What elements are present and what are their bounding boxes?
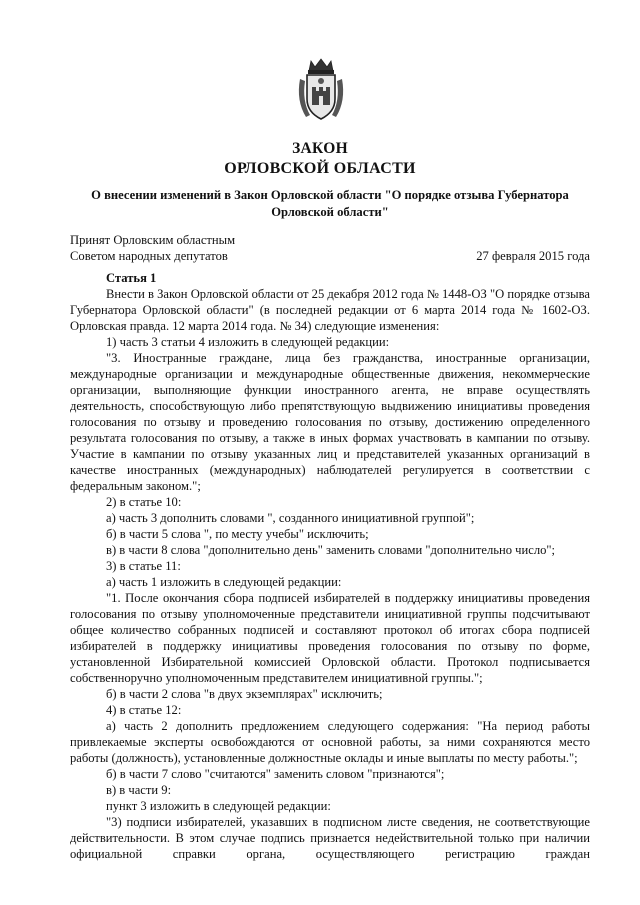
adoption-line-1: Принят Орловским областным bbox=[70, 233, 236, 247]
paragraph: а) часть 3 дополнить словами ", созданного инициативной группой"; bbox=[106, 511, 475, 525]
article-heading: Статья 1 bbox=[106, 271, 157, 285]
paragraph: "3) подписи избирателей, указавших в подписном листе сведения, не соответствующие действительности. В этом случае подпись признается недействительной только при наличии официальной справки органа, осуществляющего регистрацию граждан bbox=[70, 815, 590, 861]
document-region-title: ОРЛОВСКОЙ ОБЛАСТИ bbox=[224, 160, 416, 177]
paragraph: в) в части 9: bbox=[106, 783, 172, 797]
paragraph: 3) в статье 11: bbox=[106, 559, 181, 573]
paragraph: в) в части 8 слова "дополнительно день" заменить словами "дополнительно число"; bbox=[106, 543, 556, 557]
document-title: ЗАКОН bbox=[292, 140, 348, 157]
coat-of-arms-icon bbox=[296, 57, 346, 123]
document-subtitle: О внесении изменений в Закон Орловской области "О порядке отзыва Губернатора Орловской области" bbox=[91, 188, 569, 219]
paragraph: "1. После окончания сбора подписей избирателей в поддержку инициативы проведения голосования по отзыву уполномоченные представители инициативной группы подсчитывают общее количество собранных подписей и составляют протокол об итогах сбора подписей избирателей в поддержку инициативы проведения голосования по отзыву по форме, установленной Избирательной комиссией Орловской области. Протокол подписывается собственноручно уполномоченным представителем инициативной группы."; bbox=[70, 591, 590, 685]
paragraph: б) в части 5 слова ", по месту учебы" исключить; bbox=[106, 527, 369, 541]
paragraph: а) часть 2 дополнить предложением следующего содержания: "На период работы привлекаемые эксперты освобождаются от основной работы, за ними сохраняются место работы (должность), установленные должностные оклады и иные выплаты по месту работы."; bbox=[70, 719, 590, 765]
document-body bbox=[70, 270, 590, 862]
paragraph: 2) в статье 10: bbox=[106, 495, 182, 509]
paragraph: Внести в Закон Орловской области от 25 декабря 2012 года № 1448-ОЗ "О порядке отзыва Губернатора Орловской области" (в последней редакции от 6 марта 2014 года № 1602-ОЗ. Орловская правда. 12 марта 2014 года. № 34) следующие изменения: bbox=[70, 287, 590, 333]
paragraph: а) часть 1 изложить в следующей редакции: bbox=[106, 575, 342, 589]
paragraph: пункт 3 изложить в следующей редакции: bbox=[106, 799, 331, 813]
adoption-block bbox=[70, 232, 590, 264]
adoption-line-2: Советом народных депутатов bbox=[70, 249, 228, 263]
paragraph: "3. Иностранные граждане, лица без гражданства, иностранные организации, международные организации и международные общественные движения, некоммерческие организации, выполняющие функции иностранного агента, не вправе осуществлять деятельность, способствующую либо препятствующую выдвижению инициативы проведения голосования по отзыву и проведению голосования по отзыву, достижению определенного результата голосования по отзыву, а также в иных формах участвовать в кампании по отзыву. Участие в кампании по отзыву указанных лиц и представителей указанных организаций в качестве иностранных (международных) наблюдателей регулируется в соответствии с федеральным законом."; bbox=[70, 351, 590, 493]
paragraph: 1) часть 3 статьи 4 изложить в следующей редакции: bbox=[106, 335, 390, 349]
adoption-date: 27 февраля 2015 года bbox=[476, 249, 590, 263]
paragraph: б) в части 7 слово "считаются" заменить словом "признаются"; bbox=[106, 767, 445, 781]
paragraph: 4) в статье 12: bbox=[106, 703, 182, 717]
paragraph: б) в части 2 слова "в двух экземплярах" исключить; bbox=[106, 687, 383, 701]
